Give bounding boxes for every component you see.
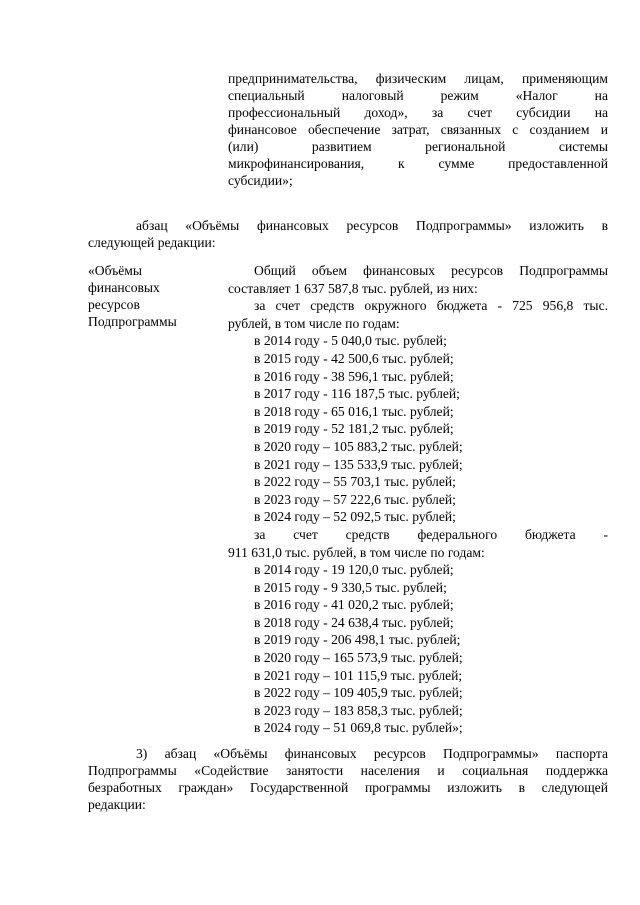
federal-year-line: в 2014 году - 19 120,0 тыс. рублей;: [254, 562, 454, 578]
label-line: Подпрограммы: [88, 314, 177, 329]
district-year-line: в 2024 году – 52 092,5 тыс. рублей;: [254, 509, 456, 525]
federal-year-line: в 2016 году - 41 020,2 тыс. рублей;: [254, 597, 454, 613]
text-line: субсидии»;: [228, 173, 293, 188]
federal-year-line: в 2015 году - 9 330,5 тыс. рублей;: [254, 579, 447, 595]
federal-year-line: в 2018 году - 24 638,4 тыс. рублей;: [254, 614, 454, 630]
text-line: (или) развитием региональной системы: [228, 139, 608, 154]
text-line: микрофинансирования, к сумме предоставленной: [228, 156, 608, 171]
federal-budget-line: за счет средств федерального бюджета -: [254, 526, 608, 542]
total-line: Общий объем финансовых ресурсов Подпрограммы: [254, 263, 608, 278]
district-year-line: в 2023 году – 57 222,6 тыс. рублей;: [254, 491, 456, 507]
federal-year-line: в 2023 году – 183 858,3 тыс. рублей;: [254, 702, 463, 718]
district-year-line: в 2022 году – 55 703,1 тыс. рублей;: [254, 474, 456, 490]
text-line: 3) абзац «Объёмы финансовых ресурсов Подпрограммы» паспорта: [136, 746, 608, 761]
district-year-line: в 2015 году - 42 500,6 тыс. рублей;: [254, 350, 454, 366]
text-line: профессиональный доход», за счет субсидии на: [228, 105, 608, 120]
federal-year-line: в 2019 году - 206 498,1 тыс. рублей;: [254, 632, 461, 648]
federal-year-line: в 2022 году – 109 405,9 тыс. рублей;: [254, 685, 463, 701]
text-line: редакции:: [88, 797, 146, 812]
instruction-paragraph: [88, 217, 608, 251]
district-year-line: в 2016 году - 38 596,1 тыс. рублей;: [254, 368, 454, 384]
district-year-line: в 2018 году - 65 016,1 тыс. рублей;: [254, 403, 454, 419]
continued-paragraph: [228, 70, 608, 189]
total-line: составляет 1 637 587,8 тыс. рублей, из них:: [228, 280, 478, 296]
instruction-paragraph-3: [88, 745, 608, 813]
district-year-line: в 2014 году - 5 040,0 тыс. рублей;: [254, 333, 447, 349]
district-year-line: в 2020 году – 105 883,2 тыс. рублей;: [254, 438, 463, 454]
federal-year-line: в 2020 году – 165 573,9 тыс. рублей;: [254, 650, 463, 666]
text-line: следующей редакции:: [88, 235, 216, 250]
district-budget-line: рублей, в том числе по годам:: [228, 315, 400, 331]
federal-budget-line: 911 631,0 тыс. рублей, в том числе по годам:: [228, 544, 485, 560]
text-line: предпринимательства, физическим лицам, применяющим: [228, 71, 608, 86]
label-line: финансовых: [88, 280, 160, 295]
table-value-cell: [228, 262, 608, 737]
label-line: ресурсов: [88, 297, 140, 312]
district-year-line: в 2017 году - 116 187,5 тыс. рублей;: [254, 386, 460, 402]
district-year-line: в 2021 году – 135 533,9 тыс. рублей;: [254, 456, 463, 472]
table-label-cell: [88, 262, 218, 330]
text-line: безработных граждан» Государственной программы изложить в следующей: [88, 780, 608, 795]
federal-year-line: в 2021 году – 101 115,9 тыс. рублей;: [254, 667, 463, 683]
text-line: специальный налоговый режим «Налог на: [228, 88, 608, 103]
district-year-line: в 2019 году - 52 181,2 тыс. рублей;: [254, 421, 454, 437]
text-line: финансовое обеспечение затрат, связанных с созданием и: [228, 122, 608, 137]
text-line: абзац «Объёмы финансовых ресурсов Подпрограммы» изложить в: [136, 218, 608, 233]
text-line: Подпрограммы «Содействие занятости населения и социальная поддержка: [88, 763, 608, 778]
district-budget-line: за счет средств окружного бюджета - 725 956,8 тыс.: [254, 298, 608, 314]
label-line: «Объёмы: [88, 263, 142, 278]
federal-year-line: в 2024 году – 51 069,8 тыс. рублей»;: [254, 720, 463, 736]
